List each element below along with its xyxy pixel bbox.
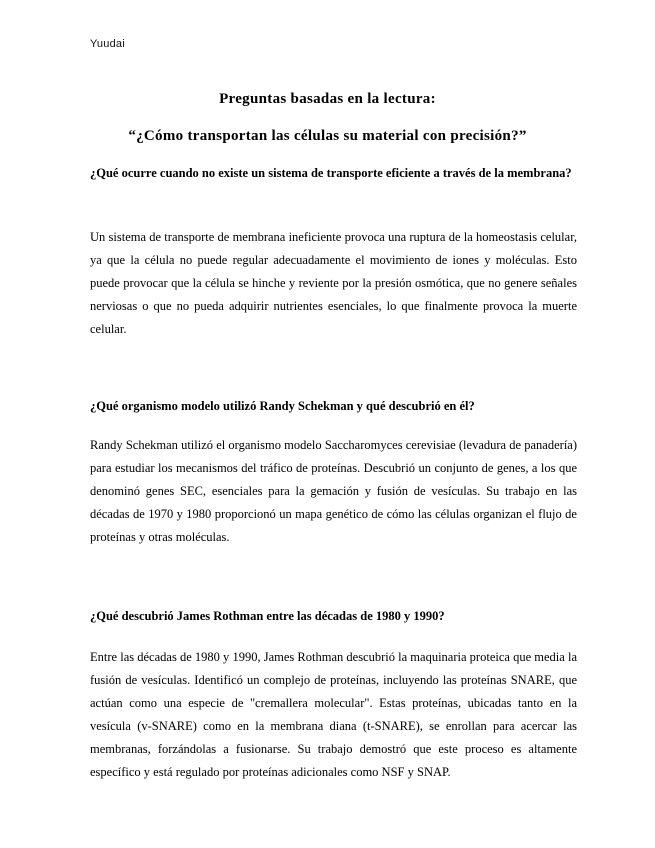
author-name: Yuudai — [90, 38, 125, 50]
answer-1: Un sistema de transporte de membrana ineficiente provoca una ruptura de la homeostasis celular, ya que la célula no puede regular adecuadamente el movimiento de iones y moléculas. Esto puede provocar que la célula se hinche y reviente por la presión osmótica, que no genere señales nerviosas o que no pueda adquirir nutrientes esenciales, lo que finalmente provoca la muerte celular. — [90, 230, 577, 336]
document-title: Preguntas basadas en la lectura: — [219, 91, 436, 107]
question-1: ¿Qué ocurre cuando no existe un sistema de transporte eficiente a través de la membrana? — [90, 166, 572, 180]
answer-3: Entre las décadas de 1980 y 1990, James Rothman descubrió la maquinaria proteica que media la fusión de vesículas. Identificó un complejo de proteínas, incluyendo las proteínas SNARE, que actúan como una especie de "cremallera molecular". Estas proteínas, ubicadas tanto en la vesícula (v-SNARE) como en la membrana diana (t-SNARE), se enrollan para acercar las membranas, forzándolas a fusionarse. Su trabajo demostró que este proceso es altamente específico y está regulado por proteínas adicionales como NSF y SNAP. — [90, 650, 577, 779]
question-2: ¿Qué organismo modelo utilizó Randy Schekman y qué descubrió en él? — [90, 399, 475, 413]
document-subtitle: “¿Cómo transportan las células su material con precisión?” — [128, 128, 527, 144]
question-3: ¿Qué descubrió James Rothman entre las décadas de 1980 y 1990? — [90, 609, 445, 623]
answer-2: Randy Schekman utilizó el organismo modelo Saccharomyces cerevisiae (levadura de panadería) para estudiar los mecanismos del tráfico de proteínas. Descubrió un conjunto de genes, a los que denominó genes SEC, esenciales para la gemación y fusión de vesículas. Su trabajo en las décadas de 1970 y 1980 proporcionó un mapa genético de cómo las células organizan el flujo de proteínas y otras moléculas. — [90, 438, 577, 544]
